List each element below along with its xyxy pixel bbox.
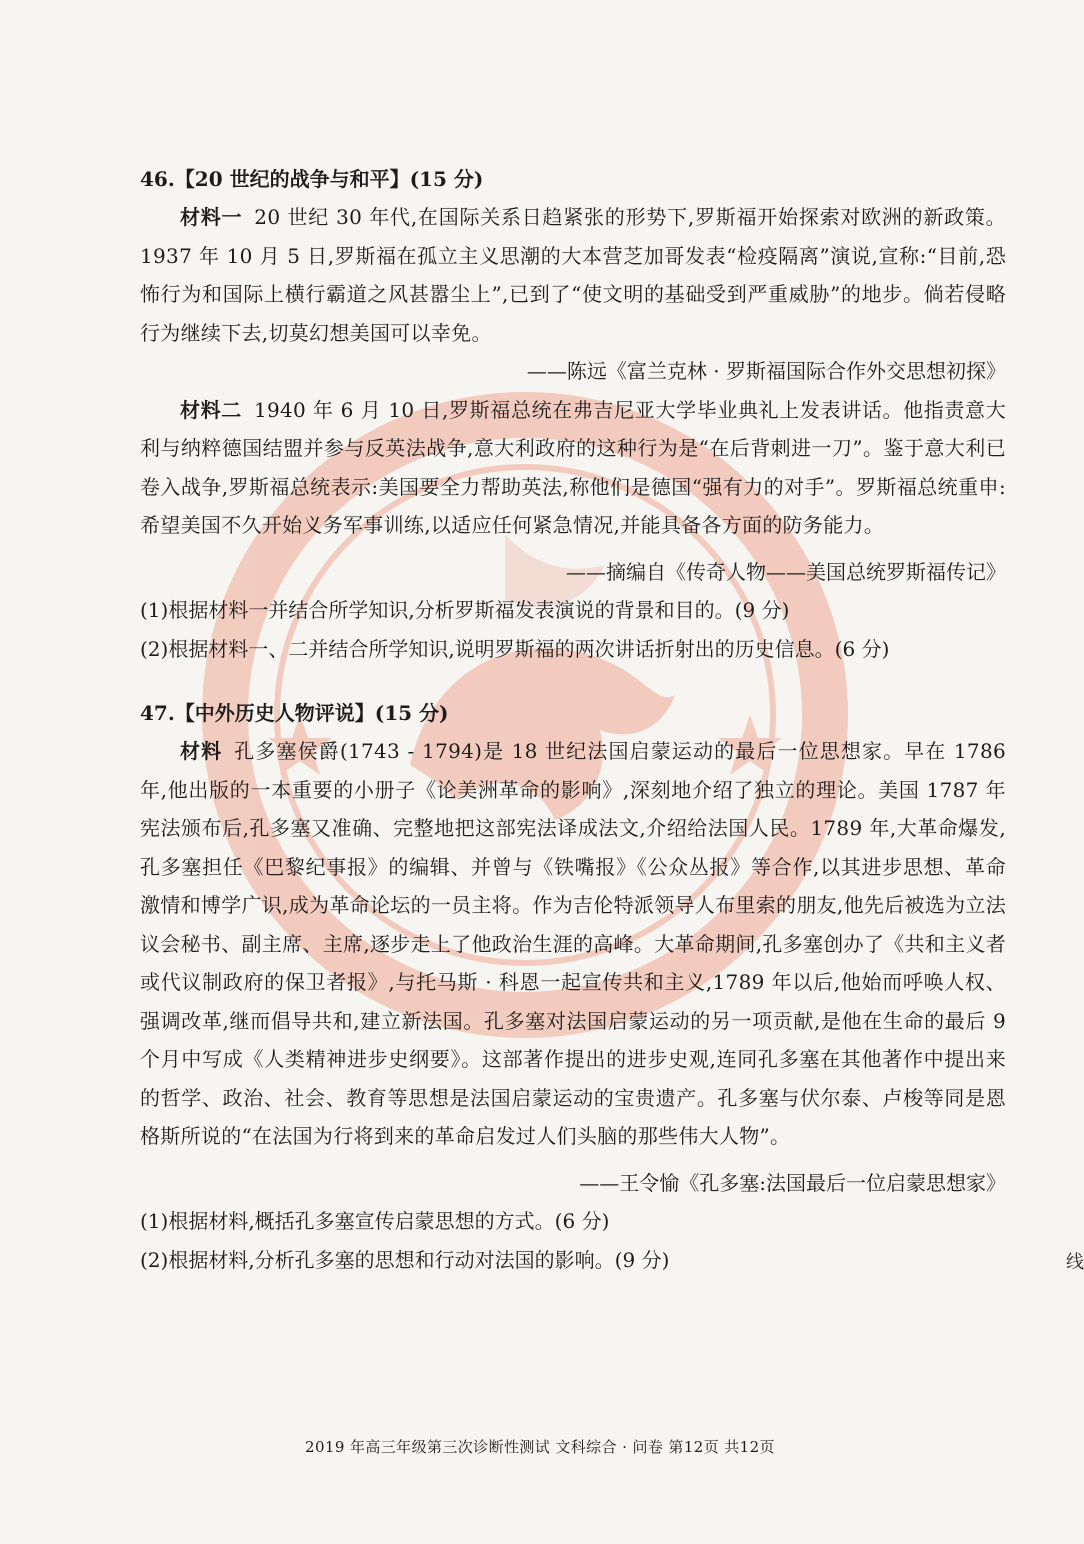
q46-material-2 xyxy=(140,391,1006,545)
q46-material-1 xyxy=(140,198,1006,352)
question-47-title: 47.【中外历史人物评说】(15 分) xyxy=(140,701,449,725)
q46-material-2-source: ——摘编自《传奇人物——美国总统罗斯福传记》 xyxy=(566,559,1006,584)
q47-subquestion-1: (1)根据材料,概括孔多塞宣传启蒙思想的方式。(6 分) xyxy=(140,1209,610,1233)
q46-material-1-text: 20 世纪 30 年代,在国际关系日趋紧张的形势下,罗斯福开始探索对欧洲的新政策。1937 年 10 月 5 日,罗斯福在孤立主义思潮的大本营芝加哥发表“检疫隔离”演说,宣称:“目前,恐怖行为和国际上横行霸道之风甚嚣尘上”,已到了“使文明的基础受到严重威胁”的地步。倘若侵略行为继续下去,切莫幻想美国可以幸免。 xyxy=(140,205,1006,345)
q46-material-1-label: 材料一 xyxy=(180,205,243,229)
q46-subquestion-2: (2)根据材料一、二并结合所学知识,说明罗斯福的两次讲话折射出的历史信息。(6 分) xyxy=(140,636,890,661)
q47-subquestion-2: (2)根据材料,分析孔多塞的思想和行动对法国的影响。(9 分) xyxy=(140,1247,670,1272)
q47-material-text: 孔多塞侯爵(1743 - 1794)是 18 世纪法国启蒙运动的最后一位思想家。早在 1786 年,他出版的一本重要的小册子《论美洲革命的影响》,深刻地介绍了独立的理论。美国 1787 年宪法颁布后,孔多塞又准确、完整地把这部宪法译成法文,介绍给法国人民。1789 年,大革命爆发,孔多塞担任《巴黎纪事报》的编辑、并曾与《铁嘴报》《公众丛报》等合作,以其进步思想、革命激情和博学广识,成为革命论坛的一员主将。作为吉伦特派领导人布里索的朋友,他先后被选为立法议会秘书、副主席、主席,逐步走上了他政治生涯的高峰。大革命期间,孔多塞创办了《共和主义者或代议制政府的保卫者报》,与托马斯 · 科恩一起宣传共和主义,1789 年以后,他始而呼唤人权、强调改革,继而倡导共和,建立新法国。孔多塞对法国启蒙运动的另一项贡献,是他在生命的最后 9 个月中写成《人类精神进步史纲要》。这部著作提出的进步史观,连同孔多塞在其他著作中提出来的哲学、政治、社会、教育等思想是法国启蒙运动的宝贵遗产。孔多塞与伏尔泰、卢梭等同是恩格斯所说的“在法国为行将到来的革命启发过人们头脑的那些伟大人物”。 xyxy=(140,739,1006,1148)
binding-line-mark: 线 xyxy=(1066,1252,1084,1273)
q47-material-source: ——王令愉《孔多塞:法国最后一位启蒙思想家》 xyxy=(579,1170,1006,1195)
question-46-title: 46.【20 世纪的战争与和平】(15 分) xyxy=(140,167,484,191)
exam-content xyxy=(140,160,1006,1279)
q46-material-1-source: ——陈远《富兰克林 · 罗斯福国际合作外交思想初探》 xyxy=(526,359,1006,383)
q46-subquestion-1: (1)根据材料一并结合所学知识,分析罗斯福发表演说的背景和目的。(9 分) xyxy=(140,598,790,622)
q46-material-2-label: 材料二 xyxy=(180,397,242,422)
q47-material-label: 材料 xyxy=(180,739,223,763)
page-footer: 2019 年高三年级第三次诊断性测试 文科综合 · 问卷 第12页 共12页 xyxy=(305,1438,775,1456)
q46-material-2-text: 1940 年 6 月 10 日,罗斯福总统在弗吉尼亚大学毕业典礼上发表讲话。他指责意大利与纳粹德国结盟并参与反英法战争,意大利政府的这种行为是“在后背刺进一刀”。鉴于意大利已卷入战争,罗斯福总统表示:美国要全力帮助英法,称他们是德国“强有力的对手”。罗斯福总统重申:希望美国不久开始义务军事训练,以适应任何紧急情况,并能具备各方面的防务能力。 xyxy=(140,397,1006,537)
q47-material xyxy=(140,732,1006,1156)
